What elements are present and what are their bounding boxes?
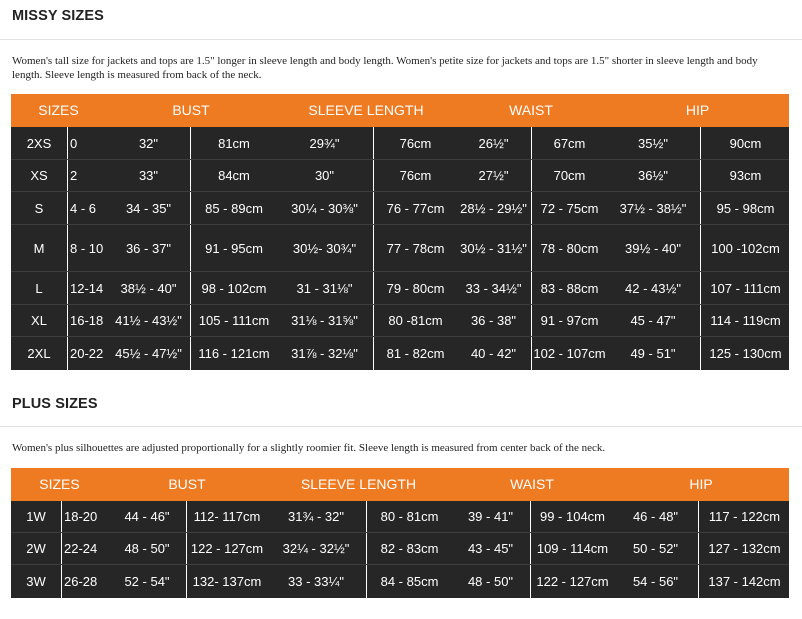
sleeve-inches: 31¾ - 32" <box>288 509 344 524</box>
sleeve-cm: 80 - 81cm <box>366 501 452 532</box>
missy-size-table <box>11 94 789 370</box>
bust-cm: 84cm <box>190 160 277 191</box>
bust-cm: 122 - 127cm <box>186 533 267 564</box>
size-label: S <box>34 200 44 216</box>
waist-cm: 70cm <box>531 160 607 191</box>
sleeve-inches: 31⅛ - 31⅝" <box>291 313 358 328</box>
waist-inches: 26½" <box>478 135 509 151</box>
bust-cm: 98 - 102cm <box>190 272 277 304</box>
table-row <box>11 564 789 598</box>
sleeve-inches: 30½- 30¾" <box>292 240 357 256</box>
header-sizes: SIZES <box>39 476 80 492</box>
hip-cm: 114 - 119cm <box>700 305 790 336</box>
bust-inches: 44 - 46" <box>124 509 170 524</box>
waist-cm: 102 - 107cm <box>531 337 607 370</box>
size-number: 26-28 <box>61 565 108 598</box>
size-number: 12-14 <box>67 272 105 304</box>
sleeve-cm: 81 - 82cm <box>373 337 457 370</box>
plus-title: PLUS SIZES <box>12 396 98 412</box>
size-label: 1W <box>26 509 46 524</box>
header-waist: WAIST <box>509 102 553 118</box>
hip-cm: 90cm <box>700 127 790 159</box>
table-row <box>11 159 789 191</box>
hip-cm: 125 - 130cm <box>700 337 790 370</box>
size-number: 16-18 <box>67 305 105 336</box>
table-row <box>11 501 789 532</box>
bust-cm: 112- 117cm <box>186 501 267 532</box>
table-row <box>11 271 789 304</box>
bust-inches: 41½ - 43½" <box>115 313 182 328</box>
hip-cm: 95 - 98cm <box>700 192 790 224</box>
size-number: 8 - 10 <box>67 225 105 271</box>
header-sleeve-length: SLEEVE LENGTH <box>300 476 417 492</box>
header-bust: BUST <box>168 476 206 492</box>
sleeve-cm: 76cm <box>373 160 457 191</box>
header-sizes: SIZES <box>38 102 79 118</box>
waist-cm: 83 - 88cm <box>531 272 607 304</box>
sleeve-inches: 30" <box>314 168 335 183</box>
missy-table-body <box>11 127 789 370</box>
waist-inches: 27½" <box>478 168 509 183</box>
missy-description: Women's tall size for jackets and tops are 1.5" longer in sleeve length and body length. Women's petite size for jackets and tops are 1.5" shorter in sleeve length and body length. Sleeve length is measured from back of the neck. <box>12 55 758 81</box>
missy-title: MISSY SIZES <box>12 8 104 24</box>
sleeve-cm: 79 - 80cm <box>373 272 457 304</box>
missy-title-divider <box>0 39 802 40</box>
waist-cm: 91 - 97cm <box>531 305 607 336</box>
plus-table-body <box>11 501 789 598</box>
hip-inches: 35½" <box>638 135 668 151</box>
table-row <box>11 127 789 159</box>
bust-inches: 33" <box>138 168 159 183</box>
waist-inches: 36 - 38" <box>470 313 517 328</box>
size-label: XS <box>30 168 48 183</box>
bust-inches: 45½ - 47½" <box>115 346 182 361</box>
bust-inches: 38½ - 40" <box>120 280 177 296</box>
bust-cm: 91 - 95cm <box>190 225 277 271</box>
bust-inches: 34 - 35" <box>125 200 172 216</box>
waist-inches: 33 - 34½" <box>465 280 522 296</box>
size-number: 0 <box>67 127 105 159</box>
size-label: XL <box>31 313 47 328</box>
size-label: L <box>35 280 43 296</box>
sleeve-cm: 84 - 85cm <box>366 565 452 598</box>
sleeve-inches: 29¾" <box>309 135 340 151</box>
header-hip: HIP <box>689 476 713 492</box>
table-row <box>11 224 789 271</box>
size-number: 20-22 <box>67 337 105 370</box>
size-label: 2XS <box>26 135 52 151</box>
waist-inches: 43 - 45" <box>467 541 514 556</box>
sleeve-cm: 76cm <box>373 127 457 159</box>
hip-cm: 127 - 132cm <box>698 533 790 564</box>
sleeve-cm: 77 - 78cm <box>373 225 457 271</box>
table-row <box>11 191 789 224</box>
sleeve-cm: 82 - 83cm <box>366 533 452 564</box>
bust-inches: 32" <box>138 135 159 151</box>
waist-cm: 67cm <box>531 127 607 159</box>
bust-cm: 116 - 121cm <box>190 337 277 370</box>
waist-inches: 40 - 42" <box>470 346 517 361</box>
size-number: 18-20 <box>61 501 108 532</box>
hip-inches: 46 - 48" <box>632 509 679 524</box>
bust-inches: 52 - 54" <box>124 574 170 589</box>
waist-inches: 28½ - 29½" <box>460 200 527 216</box>
bust-cm: 132- 137cm <box>186 565 267 598</box>
hip-cm: 93cm <box>700 160 790 191</box>
header-bust: BUST <box>172 102 210 118</box>
size-label: M <box>33 240 45 256</box>
hip-cm: 117 - 122cm <box>698 501 790 532</box>
bust-cm: 85 - 89cm <box>190 192 277 224</box>
hip-inches: 50 - 52" <box>632 541 679 556</box>
hip-cm: 137 - 142cm <box>698 565 790 598</box>
waist-cm: 78 - 80cm <box>531 225 607 271</box>
hip-inches: 45 - 47" <box>630 313 676 328</box>
waist-cm: 72 - 75cm <box>531 192 607 224</box>
plus-title-divider <box>0 426 802 427</box>
plus-description: Women's plus silhouettes are adjusted proportionally for a slightly roomier fit. Sleeve length is measured from center back of the neck. <box>12 442 606 454</box>
size-number: 2 <box>67 160 105 191</box>
table-row <box>11 336 789 370</box>
hip-inches: 42 - 43½" <box>625 280 681 296</box>
sleeve-cm: 80 -81cm <box>373 305 457 336</box>
sleeve-inches: 33 - 33¼" <box>288 574 344 589</box>
header-waist: WAIST <box>510 476 554 492</box>
table-row <box>11 304 789 336</box>
sleeve-inches: 31 - 31⅛" <box>296 280 353 296</box>
sleeve-inches: 31⅞ - 32⅛" <box>291 346 358 361</box>
sleeve-inches: 32¼ - 32½" <box>282 541 350 556</box>
table-row <box>11 532 789 564</box>
sleeve-cm: 76 - 77cm <box>373 192 457 224</box>
size-label: 2W <box>26 541 46 556</box>
size-number: 22-24 <box>61 533 108 564</box>
waist-inches: 30½ - 31½" <box>460 240 527 256</box>
bust-cm: 81cm <box>190 127 277 159</box>
header-sleeve-length: SLEEVE LENGTH <box>308 102 424 118</box>
size-label: 3W <box>26 574 46 589</box>
missy-table-header <box>11 94 789 127</box>
hip-inches: 36½" <box>638 168 668 183</box>
plus-table-header <box>11 468 789 501</box>
bust-inches: 36 - 37" <box>125 240 172 256</box>
hip-inches: 37½ - 38½" <box>619 200 687 216</box>
hip-inches: 39½ - 40" <box>625 240 681 256</box>
sleeve-inches: 30¼ - 30⅜" <box>291 200 358 216</box>
hip-cm: 100 -102cm <box>700 225 790 271</box>
waist-cm: 99 - 104cm <box>530 501 614 532</box>
hip-inches: 49 - 51" <box>630 346 676 361</box>
plus-size-table <box>11 468 789 598</box>
size-label: 2XL <box>27 346 51 361</box>
size-number: 4 - 6 <box>67 192 105 224</box>
hip-cm: 107 - 111cm <box>700 272 790 304</box>
waist-cm: 122 - 127cm <box>530 565 614 598</box>
bust-cm: 105 - 111cm <box>190 305 277 336</box>
bust-inches: 48 - 50" <box>124 541 170 556</box>
hip-inches: 54 - 56" <box>632 574 679 589</box>
waist-cm: 109 - 114cm <box>530 533 614 564</box>
header-hip: HIP <box>685 102 710 118</box>
waist-inches: 48 - 50" <box>467 574 514 589</box>
waist-inches: 39 - 41" <box>467 509 514 524</box>
